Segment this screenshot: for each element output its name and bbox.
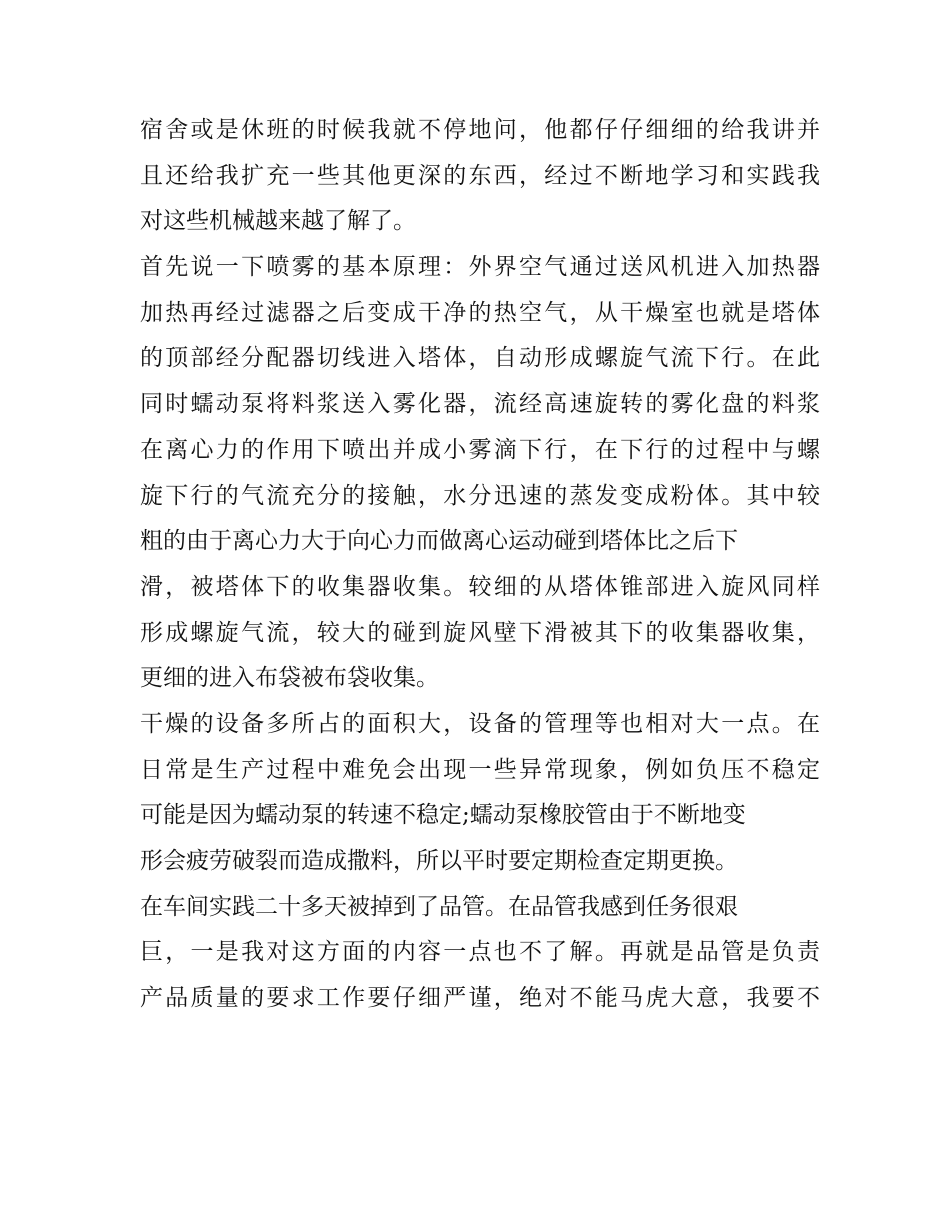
text-line: 在离心力的作用下喷出并成小雾滴下行，在下行的过程中与螺	[140, 436, 820, 463]
text-line: 干燥的设备多所占的面积大，设备的管理等也相对大一点。在	[140, 710, 820, 737]
text-line: 巨，一是我对这方面的内容一点也不了解。再就是品管是负责	[140, 939, 820, 966]
text-line: 加热再经过滤器之后变成干净的热空气，从干燥室也就是塔体	[140, 299, 820, 326]
text-line: 粗的由于离心力大于向心力而做离心运动碰到塔体比之后下	[140, 528, 738, 555]
text-line: 的顶部经分配器切线进入塔体，自动形成螺旋气流下行。在此	[140, 345, 820, 372]
text-line: 日常是生产过程中难免会出现一些异常现象，例如负压不稳定	[140, 756, 820, 783]
text-line: 同时蠕动泵将料浆送入雾化器，流经高速旋转的雾化盘的料浆	[140, 391, 820, 418]
text-line: 对这些机械越来越了解了。	[140, 208, 416, 235]
text-line: 首先说一下喷雾的基本原理：外界空气通过送风机进入加热器	[140, 254, 820, 281]
text-line: 旋下行的气流充分的接触，水分迅速的蒸发变成粉体。其中较	[140, 482, 820, 509]
text-line: 可能是因为蠕动泵的转速不稳定;蠕动泵橡胶管由于不断地变	[140, 802, 746, 829]
text-line: 形成螺旋气流，较大的碰到旋风壁下滑被其下的收集器收集，	[140, 619, 820, 646]
text-line: 形会疲劳破裂而造成撒料，所以平时要定期检查定期更换。	[140, 848, 738, 874]
body-text	[140, 108, 820, 1022]
text-line: 宿舍或是休班的时候我就不停地问，他都仔仔细细的给我讲并	[140, 117, 820, 143]
text-line: 更细的进入布袋被布袋收集。	[140, 665, 439, 692]
text-line: 滑，被塔体下的收集器收集。较细的从塔体锥部进入旋风同样	[140, 573, 820, 600]
text-line: 产品质量的要求工作要仔细严谨，绝对不能马虎大意，我要不	[140, 985, 820, 1012]
text-line: 在车间实践二十多天被掉到了品管。在品管我感到任务很艰	[140, 893, 738, 920]
text-line: 且还给我扩充一些其他更深的东西，经过不断地学习和实践我	[140, 162, 820, 189]
